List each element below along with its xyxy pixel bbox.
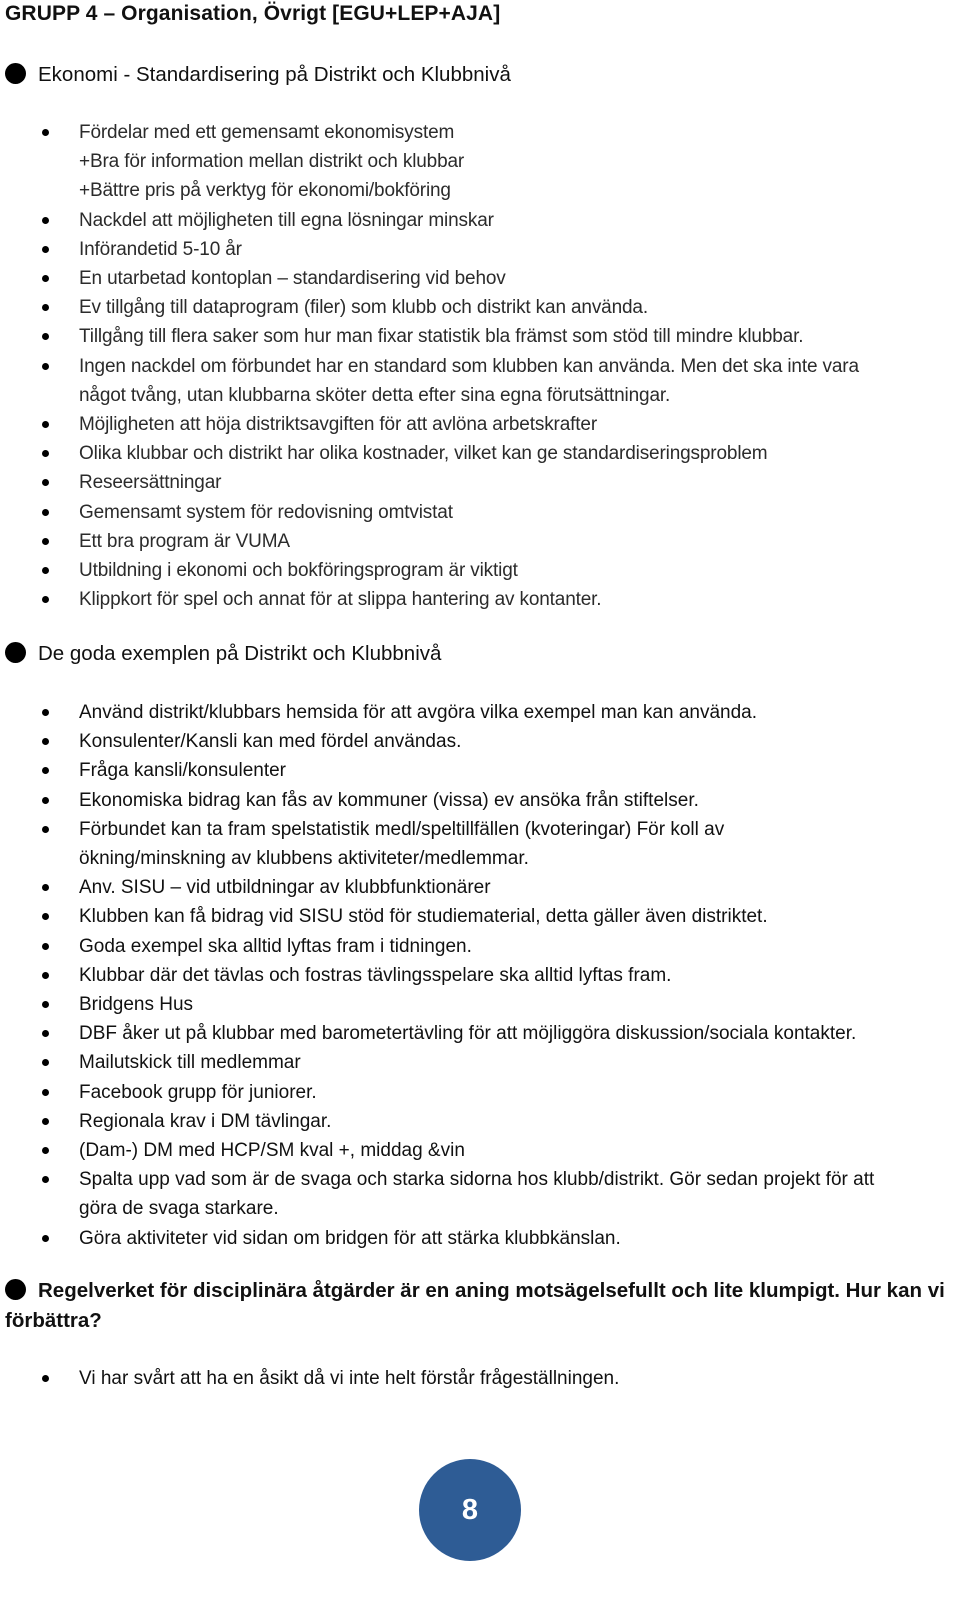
bullet-icon	[42, 479, 49, 486]
bullet-icon	[42, 767, 49, 774]
list-item: Mailutskick till medlemmar	[0, 1048, 945, 1077]
list-item: Fördelar med ett gemensamt ekonomisystem +Bra för information mellan distrikt och klubbar +Bättre pris på verktyg för ekonomi/bokföring	[0, 118, 945, 206]
bullet-icon	[42, 538, 49, 545]
list-item: Göra aktiviteter vid sidan om bridgen för att stärka klubbkänslan.	[0, 1224, 945, 1253]
list-item: Klubben kan få bidrag vid SISU stöd för studiematerial, detta gäller även distriktet.	[0, 902, 945, 931]
list-item: Ett bra program är VUMA	[0, 527, 945, 556]
section-heading-ekonomi: Ekonomi - Standardisering på Distrikt och Klubbnivå	[5, 60, 950, 90]
black-bullet-icon	[5, 63, 26, 84]
bullet-icon	[42, 709, 49, 716]
list-item: (Dam-) DM med HCP/SM kval +, middag &vin	[0, 1136, 945, 1165]
bullet-icon	[42, 509, 49, 516]
black-bullet-icon	[5, 1279, 26, 1300]
bullet-list-goda-exempel	[0, 698, 945, 1253]
list-item: Använd distrikt/klubbars hemsida för att avgöra vilka exempel man kan använda.	[0, 698, 945, 727]
page-number-badge	[419, 1459, 521, 1561]
bullet-icon	[42, 333, 49, 340]
bullet-icon	[42, 738, 49, 745]
page-title: GRUPP 4 – Organisation, Övrigt [EGU+LEP+AJA]	[5, 2, 501, 25]
bullet-icon	[42, 826, 49, 833]
bullet-icon	[42, 275, 49, 282]
bullet-icon	[42, 421, 49, 428]
bullet-icon	[42, 246, 49, 253]
list-item: Utbildning i ekonomi och bokföringsprogram är viktigt	[0, 556, 945, 585]
bullet-icon	[42, 884, 49, 891]
bullet-icon	[42, 217, 49, 224]
list-item: Ingen nackdel om förbundet har en standard som klubben kan använda. Men det ska inte vara något tvång, utan klubbarna sköter detta efter sina egna förutsättningar.	[0, 352, 945, 410]
list-item: En utarbetad kontoplan – standardisering vid behov	[0, 264, 945, 293]
list-item: Spalta upp vad som är de svaga och starka sidorna hos klubb/distrikt. Gör sedan projekt för att göra de svaga starkare.	[0, 1165, 945, 1223]
bullet-icon	[42, 567, 49, 574]
section-heading-goda-exempel: De goda exemplen på Distrikt och Klubbnivå	[5, 639, 950, 669]
list-item: Anv. SISU – vid utbildningar av klubbfunktionärer	[0, 873, 945, 902]
list-item: Bridgens Hus	[0, 990, 945, 1019]
bullet-icon	[42, 972, 49, 979]
bullet-icon	[42, 797, 49, 804]
bullet-icon	[42, 913, 49, 920]
bullet-icon	[42, 129, 49, 136]
list-item: Vi har svårt att ha en åsikt då vi inte helt förstår frågeställningen.	[0, 1364, 945, 1393]
bullet-icon	[42, 1089, 49, 1096]
list-item: Ekonomiska bidrag kan fås av kommuner (vissa) ev ansöka från stiftelser.	[0, 786, 945, 815]
list-item: Möjligheten att höja distriktsavgiften för att avlöna arbetskrafter	[0, 410, 945, 439]
bullet-icon	[42, 1118, 49, 1125]
black-bullet-icon	[5, 642, 26, 663]
list-item: Förbundet kan ta fram spelstatistik medl/speltillfällen (kvoteringar) För koll av ökning/minskning av klubbens aktiviteter/medlemmar.	[0, 815, 945, 873]
bullet-list-ekonomi	[0, 118, 945, 614]
list-item: Fråga kansli/konsulenter	[0, 756, 945, 785]
list-item: Facebook grupp för juniorer.	[0, 1078, 945, 1107]
bullet-icon	[42, 1030, 49, 1037]
bullet-icon	[42, 596, 49, 603]
list-item: Tillgång till flera saker som hur man fixar statistik bla främst som stöd till mindre klubbar.	[0, 322, 945, 351]
bullet-icon	[42, 1176, 49, 1183]
list-item: Införandetid 5-10 år	[0, 235, 945, 264]
bullet-icon	[42, 943, 49, 950]
list-item: Gemensamt system för redovisning omtvistat	[0, 498, 945, 527]
list-item: Konsulenter/Kansli kan med fördel användas.	[0, 727, 945, 756]
list-item: Regionala krav i DM tävlingar.	[0, 1107, 945, 1136]
bullet-icon	[42, 1001, 49, 1008]
list-item: DBF åker ut på klubbar med barometertävling för att möjliggöra diskussion/sociala kontakter.	[0, 1019, 945, 1048]
bullet-icon	[42, 1235, 49, 1242]
list-item: Reseersättningar	[0, 468, 945, 497]
bullet-icon	[42, 450, 49, 457]
bullet-icon	[42, 1375, 49, 1382]
list-item: Klippkort för spel och annat för at slippa hantering av kontanter.	[0, 585, 945, 614]
bullet-icon	[42, 1147, 49, 1154]
bullet-icon	[42, 304, 49, 311]
bullet-icon	[42, 363, 49, 370]
section-heading-regelverket: Regelverket för disciplinära åtgärder är en aning motsägelsefullt och lite klumpigt. Hur kan vi förbättra?	[5, 1279, 945, 1332]
page-number: 8	[461, 1493, 479, 1526]
list-item: Ev tillgång till dataprogram (filer) som klubb och distrikt kan använda.	[0, 293, 945, 322]
list-item: Goda exempel ska alltid lyftas fram i tidningen.	[0, 932, 945, 961]
list-item: Olika klubbar och distrikt har olika kostnader, vilket kan ge standardiseringsproblem	[0, 439, 945, 468]
list-item: Nackdel att möjligheten till egna lösningar minskar	[0, 206, 945, 235]
bullet-list-regelverket	[0, 1364, 945, 1393]
bullet-icon	[42, 1059, 49, 1066]
list-item: Klubbar där det tävlas och fostras tävlingsspelare ska alltid lyftas fram.	[0, 961, 945, 990]
